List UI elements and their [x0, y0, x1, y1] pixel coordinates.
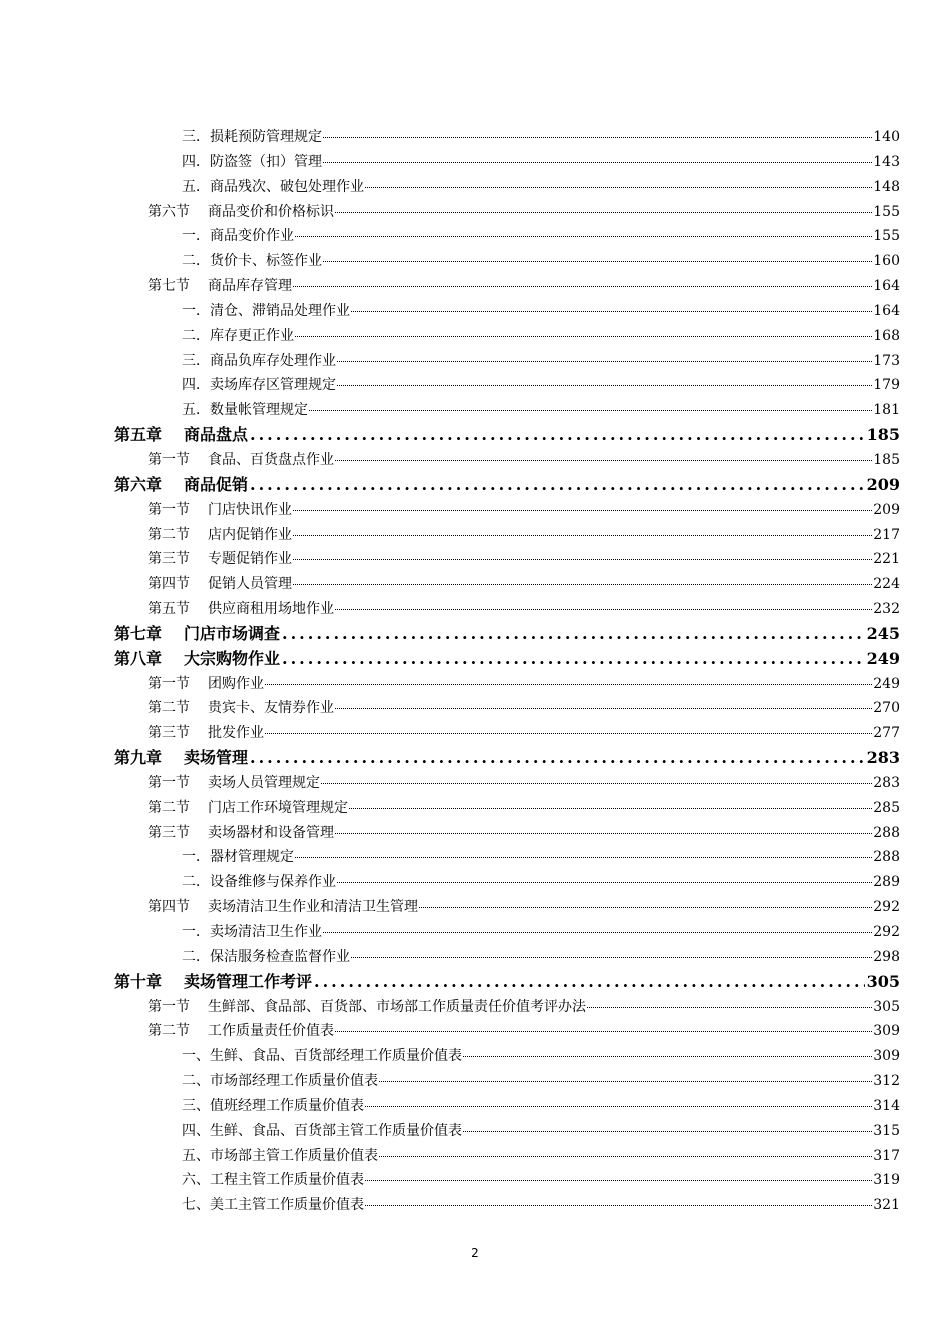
toc-entry-number: 第一节 [148, 451, 190, 468]
toc-entry-section[interactable] [114, 498, 900, 523]
dot-leader [335, 460, 872, 461]
dot-leader [293, 584, 872, 585]
toc-entry-label [182, 1119, 462, 1144]
toc-entry-number: 第二节 [148, 799, 190, 816]
toc-entry-item[interactable] [114, 945, 900, 970]
toc-entry-number: 第二节 [148, 526, 190, 543]
toc-entry-page: 155 [873, 228, 900, 245]
toc-entry-item[interactable] [114, 398, 900, 423]
toc-entry-number: 四、 [182, 1122, 210, 1139]
toc-entry-title: 保洁服务检查监督作业 [210, 948, 350, 965]
toc-entry-page: 292 [873, 899, 900, 916]
toc-entry-label [114, 622, 280, 647]
toc-entry-label [182, 870, 336, 895]
toc-entry-section[interactable] [114, 448, 900, 473]
toc-entry-section[interactable] [114, 523, 900, 548]
dot-leader [293, 286, 872, 287]
toc-entry-section[interactable] [114, 672, 900, 697]
toc-entry-title: 供应商租用场地作业 [208, 601, 334, 618]
dot-leader [335, 1031, 872, 1032]
dot-leader [337, 361, 872, 362]
toc-entry-label [148, 821, 334, 846]
toc-entry-page: 249 [873, 675, 900, 692]
dot-leader [379, 1081, 872, 1082]
toc-entry-number: 七、 [182, 1197, 210, 1214]
toc-entry-title: 防盗签（扣）管理 [210, 153, 322, 170]
toc-entry-number: 四． [182, 153, 210, 170]
dot-leader [379, 1156, 872, 1157]
toc-entry-title: 门店快讯作业 [208, 501, 292, 518]
dot-leader [335, 609, 872, 610]
toc-entry-label [182, 1168, 364, 1193]
toc-entry-number: 四． [182, 377, 210, 394]
toc-entry-title: 商品变价和价格标识 [208, 203, 334, 220]
toc-entry-label [114, 423, 248, 448]
toc-entry-label [114, 647, 280, 672]
toc-entry-label [114, 970, 312, 995]
toc-entry-page: 309 [873, 1023, 900, 1040]
toc-entry-number: 五、 [182, 1147, 210, 1164]
toc-entry-page: 245 [866, 623, 900, 643]
toc-entry-page: 224 [873, 576, 900, 593]
toc-entry-number: 二． [182, 874, 210, 891]
dot-leader [250, 473, 865, 498]
toc-entry-number: 三． [182, 352, 210, 369]
toc-entry-page: 289 [873, 874, 900, 891]
toc-entry-page: 217 [873, 526, 900, 543]
toc-entry-page: 209 [873, 501, 900, 518]
toc-entry-item[interactable] [114, 175, 900, 200]
dot-leader [335, 833, 872, 834]
toc-entry-title: 设备维修与保养作业 [210, 874, 336, 891]
toc-entry-label [182, 1193, 364, 1218]
toc-entry-label [148, 721, 264, 746]
toc-entry-number: 一、 [182, 1048, 210, 1065]
dot-leader [250, 423, 865, 448]
toc-entry-number: 三． [182, 129, 210, 145]
toc-entry-number: 第八章 [114, 648, 163, 668]
toc-entry-label [148, 448, 334, 473]
toc-entry-number: 第一节 [148, 774, 190, 791]
dot-leader [295, 857, 872, 858]
toc-entry-label [148, 597, 334, 622]
toc-entry-label [182, 373, 336, 398]
dot-leader [250, 746, 865, 771]
toc-entry-number: 五． [182, 402, 210, 419]
dot-leader [335, 708, 872, 709]
toc-entry-label [148, 498, 292, 523]
toc-entry-page: 305 [866, 971, 900, 991]
dot-leader [365, 1106, 872, 1107]
toc-entry-number: 三、 [182, 1097, 210, 1114]
toc-entry-item[interactable] [114, 870, 900, 895]
toc-entry-section[interactable] [114, 995, 900, 1020]
toc-entry-title: 生鲜、食品、百货部主管工作质量价值表 [210, 1122, 462, 1139]
toc-entry-number: 六、 [182, 1172, 210, 1189]
dot-leader [351, 311, 872, 312]
page-number: 2 [471, 1246, 479, 1260]
toc-entry-page: 181 [873, 402, 900, 419]
toc-entry-title: 卖场人员管理规定 [208, 774, 320, 791]
toc-entry-label [148, 572, 292, 597]
toc-entry-title: 美工主管工作质量价值表 [210, 1197, 364, 1214]
toc-entry-title: 库存更正作业 [210, 327, 294, 344]
toc-entry-title: 货价卡、标签作业 [210, 253, 322, 270]
toc-entry-section[interactable] [114, 895, 900, 920]
toc-entry-number: 二． [182, 327, 210, 344]
toc-entry-page: 148 [873, 178, 900, 195]
dot-leader [323, 932, 872, 933]
dot-leader [365, 1205, 872, 1206]
toc-entry-item[interactable] [114, 299, 900, 324]
toc-entry-number: 第三节 [148, 824, 190, 841]
toc-entry-section[interactable] [114, 547, 900, 572]
toc-entry-page: 312 [873, 1073, 900, 1090]
toc-entry-page: 143 [873, 153, 900, 170]
toc-entry-item[interactable] [114, 1144, 900, 1169]
toc-entry-title: 卖场清洁卫生作业 [210, 924, 322, 940]
toc-entry-chapter[interactable] [114, 622, 900, 647]
toc-entry-item[interactable] [114, 1044, 900, 1069]
toc-entry-section[interactable] [114, 572, 900, 597]
toc-entry-page: 185 [873, 451, 900, 468]
toc-entry-chapter[interactable] [114, 473, 900, 498]
toc-entry-title: 商品变价作业 [210, 228, 294, 245]
toc-entry-number: 一． [182, 228, 210, 245]
toc-entry-section[interactable] [114, 771, 900, 796]
toc-entry-title: 食品、百货盘点作业 [208, 451, 334, 468]
toc-entry-section[interactable] [114, 696, 900, 721]
toc-entry-label [182, 1094, 364, 1119]
toc-entry-number: 一． [182, 302, 210, 319]
toc-entry-number: 第五节 [148, 601, 190, 618]
dot-leader [463, 1131, 872, 1132]
toc-entry-label [182, 398, 308, 423]
toc-entry-number: 第二节 [148, 700, 190, 717]
toc-entry-title: 市场部主管工作质量价值表 [210, 1147, 378, 1164]
toc-entry-label [182, 324, 294, 349]
toc-entry-label [148, 696, 334, 721]
toc-entry-title: 卖场管理 [184, 748, 249, 768]
toc-entry-title: 专题促销作业 [208, 551, 292, 568]
toc-entry-title: 生鲜、食品、百货部经理工作质量价值表 [210, 1048, 462, 1065]
toc-entry-label [148, 672, 264, 697]
toc-entry-label [148, 796, 348, 821]
toc-entry-label [182, 920, 322, 945]
toc-entry-item[interactable] [114, 920, 900, 945]
toc-entry-section[interactable] [114, 796, 900, 821]
dot-leader [365, 1180, 872, 1181]
toc-entry-number: 第一节 [148, 501, 190, 518]
toc-entry-title: 促销人员管理 [208, 576, 292, 593]
toc-entry-number: 二． [182, 253, 210, 270]
toc-entry-number: 第一节 [148, 675, 190, 692]
toc-entry-item[interactable] [114, 349, 900, 374]
toc-entry-page: 140 [873, 129, 900, 145]
dot-leader [323, 137, 872, 138]
dot-leader [293, 510, 872, 511]
toc-entry-section[interactable] [114, 721, 900, 746]
toc-entry-number: 第三节 [148, 551, 190, 568]
toc-entry-number: 五． [182, 178, 210, 195]
toc-entry-item[interactable] [114, 845, 900, 870]
dot-leader [321, 783, 872, 784]
toc-entry-title: 卖场管理工作考评 [184, 971, 313, 991]
toc-entry-number: 第六章 [114, 474, 163, 494]
dot-leader [335, 212, 872, 213]
toc-entry-label [148, 771, 320, 796]
toc-entry-title: 工作质量责任价值表 [208, 1023, 334, 1040]
toc-entry-title: 值班经理工作质量价值表 [210, 1097, 364, 1114]
dot-leader [282, 622, 865, 647]
toc-entry-page: 315 [873, 1122, 900, 1139]
toc-entry-title: 门店市场调查 [184, 623, 281, 643]
toc-entry-section[interactable] [114, 597, 900, 622]
toc-entry-title: 市场部经理工作质量价值表 [210, 1073, 378, 1090]
toc-entry-number: 第十章 [114, 971, 163, 991]
toc-entry-page: 185 [866, 425, 900, 445]
dot-leader [337, 385, 872, 386]
toc-entry-page: 270 [873, 700, 900, 717]
toc-entry-page: 288 [873, 849, 900, 866]
toc-entry-page: 292 [873, 924, 900, 940]
toc-entry-page: 309 [873, 1048, 900, 1065]
toc-entry-item[interactable] [114, 1094, 900, 1119]
toc-entry-item[interactable] [114, 373, 900, 398]
toc-entry-chapter[interactable] [114, 647, 900, 672]
toc-entry-page: 288 [873, 824, 900, 841]
toc-entry-page: 305 [873, 998, 900, 1015]
toc-entry-title: 清仓、滞销品处理作业 [210, 302, 350, 319]
toc-entry-label [148, 523, 292, 548]
toc-entry-page: 317 [873, 1147, 900, 1164]
toc-entry-label [182, 175, 364, 200]
toc-entry-number: 二、 [182, 1073, 210, 1090]
toc-entry-title: 商品促销 [184, 474, 249, 494]
toc-entry-chapter[interactable] [114, 970, 900, 995]
toc-entry-page: 168 [873, 327, 900, 344]
toc-entry-label [182, 125, 322, 150]
toc-entry-label [182, 1044, 462, 1069]
toc-entry-number: 一． [182, 849, 210, 866]
toc-entry-title: 卖场器材和设备管理 [208, 824, 334, 841]
toc-entry-page: 283 [866, 748, 900, 768]
dot-leader [323, 162, 872, 163]
toc-entry-section[interactable] [114, 1019, 900, 1044]
toc-entry-title: 工程主管工作质量价值表 [210, 1172, 364, 1189]
dot-leader [314, 970, 865, 995]
toc-entry-label [148, 1019, 334, 1044]
toc-entry-number: 第二节 [148, 1023, 190, 1040]
toc-entry-section[interactable] [114, 274, 900, 299]
toc-entry-number: 第九章 [114, 748, 163, 768]
toc-entry-label [148, 200, 334, 225]
table-of-contents [114, 125, 900, 1218]
toc-entry-item[interactable] [114, 1069, 900, 1094]
dot-leader [293, 535, 872, 536]
toc-entry-page: 277 [873, 725, 900, 742]
toc-entry-number: 第六节 [148, 203, 190, 220]
dot-leader [463, 1056, 872, 1057]
toc-entry-page: 179 [873, 377, 900, 394]
toc-entry-label [182, 249, 322, 274]
toc-entry-label [182, 224, 294, 249]
toc-entry-label [148, 274, 292, 299]
toc-entry-page: 164 [873, 302, 900, 319]
dot-leader [365, 187, 872, 188]
toc-entry-number: 第五章 [114, 425, 163, 445]
toc-entry-title: 大宗购物作业 [184, 648, 281, 668]
toc-entry-page: 221 [873, 551, 900, 568]
toc-entry-section[interactable] [114, 821, 900, 846]
toc-entry-number: 第三节 [148, 725, 190, 742]
dot-leader [323, 261, 872, 262]
toc-entry-label [182, 1069, 378, 1094]
toc-entry-title: 数量帐管理规定 [210, 402, 308, 419]
dot-leader [295, 336, 872, 337]
toc-entry-page: 298 [873, 948, 900, 965]
toc-entry-label [182, 299, 350, 324]
dot-leader [337, 882, 872, 883]
dot-leader [419, 907, 872, 908]
toc-entry-item[interactable] [114, 224, 900, 249]
toc-entry-page: 173 [873, 352, 900, 369]
toc-entry-page: 321 [873, 1197, 900, 1214]
toc-entry-label [148, 547, 292, 572]
dot-leader [293, 559, 872, 560]
toc-entry-page: 314 [873, 1097, 900, 1114]
toc-entry-title: 店内促销作业 [208, 526, 292, 543]
toc-entry-label [114, 473, 248, 498]
toc-entry-title: 贵宾卡、友情券作业 [208, 700, 334, 717]
toc-entry-label [148, 995, 586, 1020]
dot-leader [295, 236, 872, 237]
toc-entry-number: 第四节 [148, 899, 190, 916]
toc-entry-page: 160 [873, 253, 900, 270]
toc-entry-page: 209 [866, 474, 900, 494]
toc-entry-label [182, 1144, 378, 1169]
dot-leader [349, 808, 872, 809]
toc-entry-title: 商品盘点 [184, 425, 249, 445]
toc-entry-number: 第七章 [114, 623, 163, 643]
toc-entry-page: 164 [873, 278, 900, 295]
toc-entry-label [114, 746, 248, 771]
dot-leader [587, 1007, 872, 1008]
toc-entry-page: 285 [873, 799, 900, 816]
toc-entry-item[interactable] [114, 1119, 900, 1144]
dot-leader [265, 733, 872, 734]
toc-entry-item[interactable] [114, 125, 900, 150]
toc-entry-page: 249 [866, 648, 900, 668]
toc-entry-chapter[interactable] [114, 746, 900, 771]
toc-entry-number: 第七节 [148, 278, 190, 295]
toc-entry-title: 团购作业 [208, 675, 264, 692]
toc-entry-title: 生鲜部、食品部、百货部、市场部工作质量责任价值考评办法 [208, 998, 586, 1015]
toc-entry-item[interactable] [114, 324, 900, 349]
toc-entry-item[interactable] [114, 249, 900, 274]
toc-entry-title: 商品库存管理 [208, 278, 292, 295]
toc-entry-page: 319 [873, 1172, 900, 1189]
toc-entry-label [148, 895, 418, 920]
toc-entry-title: 器材管理规定 [210, 849, 294, 866]
toc-entry-title: 商品残次、破包处理作业 [210, 178, 364, 195]
toc-entry-title: 批发作业 [208, 725, 264, 742]
toc-entry-item[interactable] [114, 1168, 900, 1193]
toc-entry-page: 232 [873, 601, 900, 618]
toc-entry-title: 卖场清洁卫生作业和清洁卫生管理 [208, 899, 418, 916]
toc-entry-title: 卖场库存区管理规定 [210, 377, 336, 394]
toc-entry-item[interactable] [114, 150, 900, 175]
dot-leader [282, 647, 865, 672]
toc-entry-title: 门店工作环境管理规定 [208, 799, 348, 816]
dot-leader [351, 957, 872, 958]
toc-entry-number: 一． [182, 924, 210, 940]
toc-entry-page: 155 [873, 203, 900, 220]
toc-entry-label [182, 845, 294, 870]
toc-entry-label [182, 945, 350, 970]
toc-entry-item[interactable] [114, 1193, 900, 1218]
toc-entry-number: 第一节 [148, 998, 190, 1015]
toc-entry-label [182, 349, 336, 374]
toc-entry-title: 商品负库存处理作业 [210, 352, 336, 369]
toc-entry-number: 第四节 [148, 576, 190, 593]
toc-entry-section[interactable] [114, 200, 900, 225]
toc-entry-title: 损耗预防管理规定 [210, 129, 322, 145]
dot-leader [265, 684, 872, 685]
toc-entry-number: 二． [182, 948, 210, 965]
toc-entry-label [182, 150, 322, 175]
toc-entry-chapter[interactable] [114, 423, 900, 448]
toc-entry-page: 283 [873, 774, 900, 791]
dot-leader [309, 410, 872, 411]
